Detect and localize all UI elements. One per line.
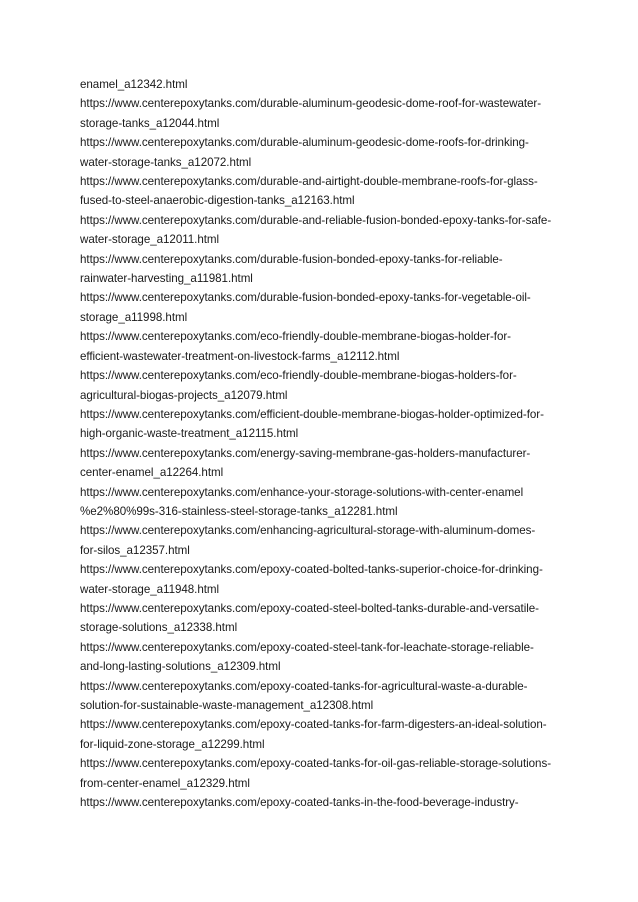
url-line: https://www.centerepoxytanks.com/eco-friendly-double-membrane-biogas-holders-for- — [80, 369, 517, 383]
url-entry — [80, 172, 580, 211]
url-entry — [80, 444, 580, 483]
url-entry — [80, 521, 580, 560]
url-line: https://www.centerepoxytanks.com/enhancing-agricultural-storage-with-aluminum-domes- — [80, 524, 536, 538]
url-line: https://www.centerepoxytanks.com/efficient-double-membrane-biogas-holder-optimized-for- — [80, 407, 544, 421]
url-line: enamel_a12342.html — [80, 78, 188, 91]
url-entry — [80, 211, 580, 250]
url-entry — [80, 677, 580, 716]
url-line: https://www.centerepoxytanks.com/epoxy-coated-steel-bolted-tanks-durable-and-versatile- — [80, 601, 539, 615]
url-line: https://www.centerepoxytanks.com/durable-aluminum-geodesic-dome-roof-for-wastewater- — [80, 97, 542, 111]
url-line-continuation: %e2%80%99s-316-stainless-steel-storage-tanks_a12281.html — [80, 504, 398, 518]
url-line: https://www.centerepoxytanks.com/epoxy-coated-tanks-for-farm-digesters-an-ideal-solution- — [80, 718, 547, 732]
url-entry — [80, 483, 580, 522]
url-line-continuation: center-enamel_a12264.html — [80, 466, 224, 480]
url-line: https://www.centerepoxytanks.com/durable-and-reliable-fusion-bonded-epoxy-tanks-for-safe- — [80, 213, 552, 227]
url-entry — [80, 793, 580, 812]
url-line-continuation: rainwater-harvesting_a11981.html — [80, 272, 253, 286]
url-entry — [80, 560, 580, 599]
url-line-continuation: from-center-enamel_a12329.html — [80, 776, 250, 790]
url-line-continuation: agricultural-biogas-projects_a12079.html — [80, 388, 288, 402]
url-line-continuation: water-storage-tanks_a12072.html — [80, 155, 252, 169]
url-entry — [80, 94, 580, 133]
url-line: https://www.centerepoxytanks.com/epoxy-coated-tanks-for-oil-gas-reliable-storage-solutions- — [80, 757, 551, 771]
url-line-continuation: efficient-wastewater-treatment-on-livestock-farms_a12112.html — [80, 349, 400, 363]
url-line: https://www.centerepoxytanks.com/durable-fusion-bonded-epoxy-tanks-for-vegetable-oil- — [80, 291, 531, 305]
url-line-continuation: storage-tanks_a12044.html — [80, 116, 220, 130]
url-line-continuation: for-silos_a12357.html — [80, 543, 190, 557]
url-line: https://www.centerepoxytanks.com/epoxy-coated-tanks-for-agricultural-waste-a-durable- — [80, 679, 528, 693]
url-line: https://www.centerepoxytanks.com/durable-and-airtight-double-membrane-roofs-for-glass- — [80, 175, 538, 189]
url-entry — [80, 250, 580, 289]
url-entry — [80, 754, 580, 793]
url-line-continuation: high-organic-waste-treatment_a12115.html — [80, 427, 299, 441]
url-line-continuation: solution-for-sustainable-waste-management_a12308.html — [80, 699, 374, 712]
url-entry — [80, 288, 580, 327]
url-line: https://www.centerepoxytanks.com/durable-aluminum-geodesic-dome-roofs-for-drinking- — [80, 136, 529, 150]
url-line-continuation: and-long-lasting-solutions_a12309.html — [80, 660, 281, 674]
url-line-continuation: for-liquid-zone-storage_a12299.html — [80, 737, 265, 751]
url-line-continuation: water-storage_a11948.html — [80, 582, 220, 596]
document-page — [80, 75, 580, 812]
url-entry — [80, 366, 580, 405]
url-entry — [80, 405, 580, 444]
url-entry — [80, 327, 580, 366]
url-line: https://www.centerepoxytanks.com/epoxy-coated-tanks-in-the-food-beverage-industry- — [80, 796, 519, 810]
url-line: https://www.centerepoxytanks.com/enhance-your-storage-solutions-with-center-enamel — [80, 485, 524, 499]
url-entry — [80, 133, 580, 172]
url-line-continuation: storage_a11998.html — [80, 310, 188, 324]
url-line: https://www.centerepoxytanks.com/eco-friendly-double-membrane-biogas-holder-for- — [80, 330, 511, 344]
url-line: https://www.centerepoxytanks.com/epoxy-coated-bolted-tanks-superior-choice-for-drinking- — [80, 563, 543, 577]
url-line-continuation: fused-to-steel-anaerobic-digestion-tanks_a12163.html — [80, 194, 355, 208]
url-entry — [80, 75, 580, 94]
url-line: https://www.centerepoxytanks.com/durable-fusion-bonded-epoxy-tanks-for-reliable- — [80, 252, 503, 266]
url-entry — [80, 599, 580, 638]
url-entry — [80, 715, 580, 754]
url-entry — [80, 638, 580, 677]
url-line-continuation: water-storage_a12011.html — [80, 233, 220, 247]
url-line-continuation: storage-solutions_a12338.html — [80, 621, 238, 635]
url-line: https://www.centerepoxytanks.com/epoxy-coated-steel-tank-for-leachate-storage-reliable- — [80, 640, 534, 654]
url-line: https://www.centerepoxytanks.com/energy-saving-membrane-gas-holders-manufacturer- — [80, 446, 531, 460]
